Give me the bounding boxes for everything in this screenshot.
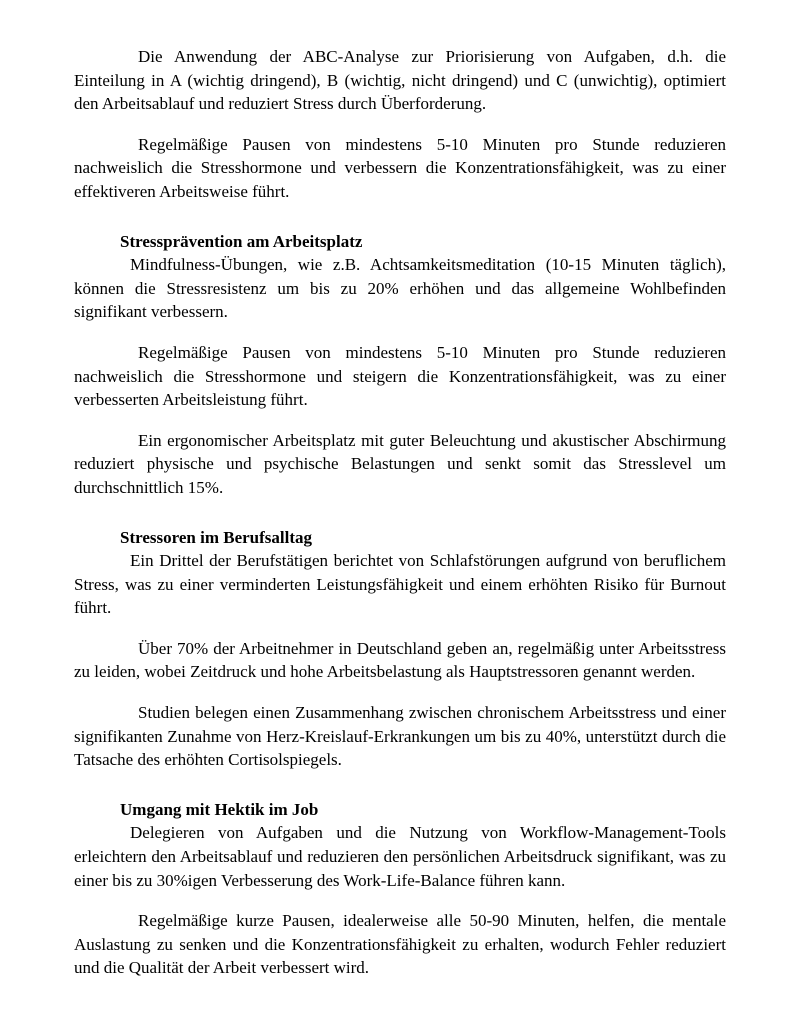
section-heading: Umgang mit Hektik im Job — [120, 799, 319, 819]
paragraph: Studien belegen einen Zusammenhang zwischen chronischem Arbeitsstress und einer signifikanten Zunahme von Herz-Kreislauf-Erkrankungen um bis zu 40%, unterstützt durch die Tatsache des erhöhten Cortisolspiegels. — [74, 703, 726, 770]
section-heading: Stressprävention am Arbeitsplatz — [120, 231, 363, 251]
paragraph: Delegieren von Aufgaben und die Nutzung von Workflow-Management-Tools erleichtern den Arbeitsablauf und reduzieren den persönlichen Arbeitsdruck signifikant, was zu einer bis zu 30%igen Verbesserung des Work-Life-Balance führen kann. — [74, 823, 726, 890]
paragraph: Die Anwendung der ABC-Analyse zur Priorisierung von Aufgaben, d.h. die Einteilung in A (wichtig dringend), B (wichtig, nicht dringend) und C (unwichtig), optimiert den Arbeitsablauf und reduziert Stress durch Überforderung. — [74, 47, 726, 114]
paragraph: Mindfulness-Übungen, wie z.B. Achtsamkeitsmeditation (10-15 Minuten täglich), können die Stressresistenz um bis zu 20% erhöhen und das allgemeine Wohlbefinden signifikant verbessern. — [74, 255, 726, 322]
paragraph: Regelmäßige Pausen von mindestens 5-10 Minuten pro Stunde reduzieren nachweislich die Stresshormone und steigern die Konzentrationsfähigkeit, was zu einer verbesserten Arbeitsleistung führt. — [74, 342, 726, 410]
section-heading: Stressoren im Berufsalltag — [120, 527, 313, 547]
paragraph: Ein ergonomischer Arbeitsplatz mit guter Beleuchtung und akustischer Abschirmung reduziert physische und psychische Belastungen und senkt somit das Stresslevel um durchschnittlich 15%. — [74, 430, 726, 497]
paragraph: Ein Drittel der Berufstätigen berichtet von Schlafstörungen aufgrund von beruflichem Stress, was zu einer verminderten Leistungsfähigkeit und einem erhöhten Risiko für Burnout führt. — [74, 551, 726, 618]
paragraph: Über 70% der Arbeitnehmer in Deutschland geben an, regelmäßig unter Arbeitsstress zu leiden, wobei Zeitdruck und hohe Arbeitsbelastung als Hauptstressoren genannt werden. — [74, 638, 726, 682]
paragraph: Regelmäßige kurze Pausen, idealerweise alle 50-90 Minuten, helfen, die mentale Auslastung zu senken und die Konzentrationsfähigkeit zu erhalten, wodurch Fehler reduziert und die Qualität der Arbeit verbessert wird. — [74, 911, 726, 978]
paragraph: Regelmäßige Pausen von mindestens 5-10 Minuten pro Stunde reduzieren nachweislich die Stresshormone und verbessern die Konzentrationsfähigkeit, was zu einer effektiveren Arbeitsweise führt. — [74, 134, 726, 201]
